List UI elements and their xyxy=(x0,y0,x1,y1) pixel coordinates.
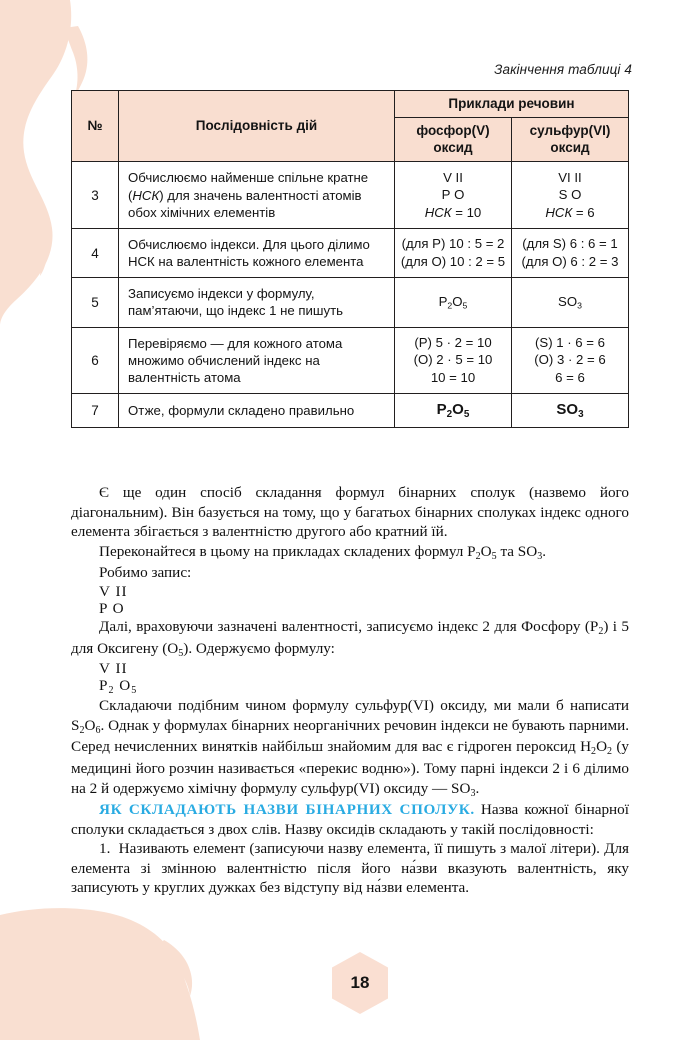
procedure-table xyxy=(71,90,629,428)
row-number: 3 xyxy=(72,162,119,228)
paragraph-4: Далі, враховуючи зазначені валентності, записуємо індекс 2 для Фосфору $(P_2)$ і 5 для Оксигену $(O_5)$. Одержуємо формулу: xyxy=(71,617,629,659)
row-value-sulfur: $SO_3$ xyxy=(512,393,629,427)
paragraph-6-text: Назва кожної бінарної сполуки складається з двох слів. Назву оксидів складають у такій послідовності: xyxy=(71,801,629,838)
header-examples: Приклади речовин xyxy=(395,91,629,118)
row-number: 4 xyxy=(72,228,119,277)
row-sequence: Записуємо індекси у формулу, пам’ятаючи, що індекс 1 не пишуть xyxy=(119,278,395,327)
formula-2-valences: V II xyxy=(99,660,128,678)
continuation-table-wrapper xyxy=(71,90,629,428)
table-row xyxy=(72,278,629,327)
body-text xyxy=(71,483,629,898)
table-row xyxy=(72,327,629,393)
header-number: № xyxy=(72,91,119,162)
table-row xyxy=(72,393,629,427)
row-value-phosphorus: (для P) 10 : 5 = 2 (для O) 10 : 2 = 5 xyxy=(395,228,512,277)
header-phosphorus-oxide-line2: оксид xyxy=(433,139,473,155)
table-row xyxy=(72,228,629,277)
table-row xyxy=(72,162,629,228)
header-sulfur-oxide xyxy=(512,118,629,162)
formula-1-symbols: P O xyxy=(99,599,125,617)
formula-display-2 xyxy=(71,660,629,696)
row-value-sulfur: VI II S O НСК = 6 xyxy=(512,162,629,228)
formula-1-valences: V II xyxy=(99,582,128,600)
row-sequence: Обчислюємо найменше спільне кратне (НСК) для значень валентності атомів обох хімічних елементів xyxy=(119,162,395,228)
page-number-badge xyxy=(332,952,388,1014)
formula-2-symbols: $P_2$ $O_5$ xyxy=(99,677,138,696)
paragraph-5: Складаючи подібним чином формулу сульфур(VI) оксиду, ми мали б написати $S_2O_6$. Однак у формулах бінарних неорганічних речовин індекси не бувають парними. Серед нечисленних винятків найбільш знайомим для вас є гідроген пероксид $H_2O_2$ (у медицині його розчин називається «перекис водню»). Тому парні індекси 2 і 6 ділимо на 2 й одержуємо хімічну формулу сульфур(VI) оксиду — $SO_3$. xyxy=(71,697,630,799)
row-number: 5 xyxy=(72,278,119,327)
row-value-phosphorus: (P) 5 · 2 = 10 (O) 2 · 5 = 10 10 = 10 xyxy=(395,327,512,393)
row-value-phosphorus: $P_2O_5$ xyxy=(395,278,512,327)
row-value-phosphorus: $P_2O_5$ xyxy=(395,393,512,427)
row-value-sulfur: (S) 1 · 6 = 6 (O) 3 · 2 = 6 6 = 6 xyxy=(512,327,629,393)
header-phosphorus-oxide xyxy=(395,118,512,162)
decor-arc-top-left xyxy=(64,26,87,98)
row-value-sulfur: (для S) 6 : 6 = 1 (для O) 6 : 2 = 3 xyxy=(512,228,629,277)
header-sulfur-oxide-line2: оксид xyxy=(550,139,590,155)
paragraph-1: Є ще один спосіб складання формул бінарних сполук (назвемо його діагональним). Він базується на тому, що у багатьох бінарних сполуках індекс одного елемента збігається з валентністю другого або кратний їй. xyxy=(71,484,629,541)
page-number: 18 xyxy=(350,973,370,992)
table-body xyxy=(72,162,629,428)
decor-blob-top-left xyxy=(0,0,71,326)
paragraph-6 xyxy=(71,800,629,839)
row-sequence: Перевіряємо — для кожного атома множимо обчислений індекс на валентність атома xyxy=(119,327,395,393)
section-heading: ЯК СКЛАДАЮТЬ НАЗВИ БІНАРНИХ СПОЛУК. xyxy=(99,801,475,819)
header-sulfur-oxide-line1: сульфур(VI) xyxy=(529,123,611,139)
header-sequence: Послідовність дій xyxy=(119,91,395,162)
paragraph-2: Переконайтеся в цьому на прикладах складених формул $P_2O_5$ та $SO_3$. xyxy=(99,542,547,562)
table-head xyxy=(72,91,629,162)
list-item-text: Називають елемент (записуючи назву елемента, її пишуть з малої літери). Для елемента зі змінною валентністю після його на́зви вказують валентність, яку записують у круглих дужках без відступу від на́зви елемента. xyxy=(71,840,630,897)
row-number: 7 xyxy=(72,393,119,427)
header-phosphorus-oxide-line1: фосфор(V) xyxy=(416,123,490,139)
decor-blob-bottom-left xyxy=(0,908,200,1040)
decor-arc-mid-left xyxy=(20,212,47,276)
list-item-number: 1. xyxy=(99,840,111,858)
decor-arc-bottom-left xyxy=(160,940,192,996)
row-number: 6 xyxy=(72,327,119,393)
table-header-row-1 xyxy=(72,91,629,118)
paragraph-3: Робимо запис: xyxy=(99,564,192,582)
row-sequence: Обчислюємо індекси. Для цього ділимо НСК на валентність кожного елемента xyxy=(119,228,395,277)
row-sequence: Отже, формули складено правильно xyxy=(119,393,395,427)
row-value-sulfur: $SO_3$ xyxy=(512,278,629,327)
running-head: Закінчення таблиці 4 xyxy=(494,62,632,77)
paragraph-7 xyxy=(71,839,629,898)
formula-display-1 xyxy=(71,583,629,617)
row-value-phosphorus: V II P O НСК = 10 xyxy=(395,162,512,228)
